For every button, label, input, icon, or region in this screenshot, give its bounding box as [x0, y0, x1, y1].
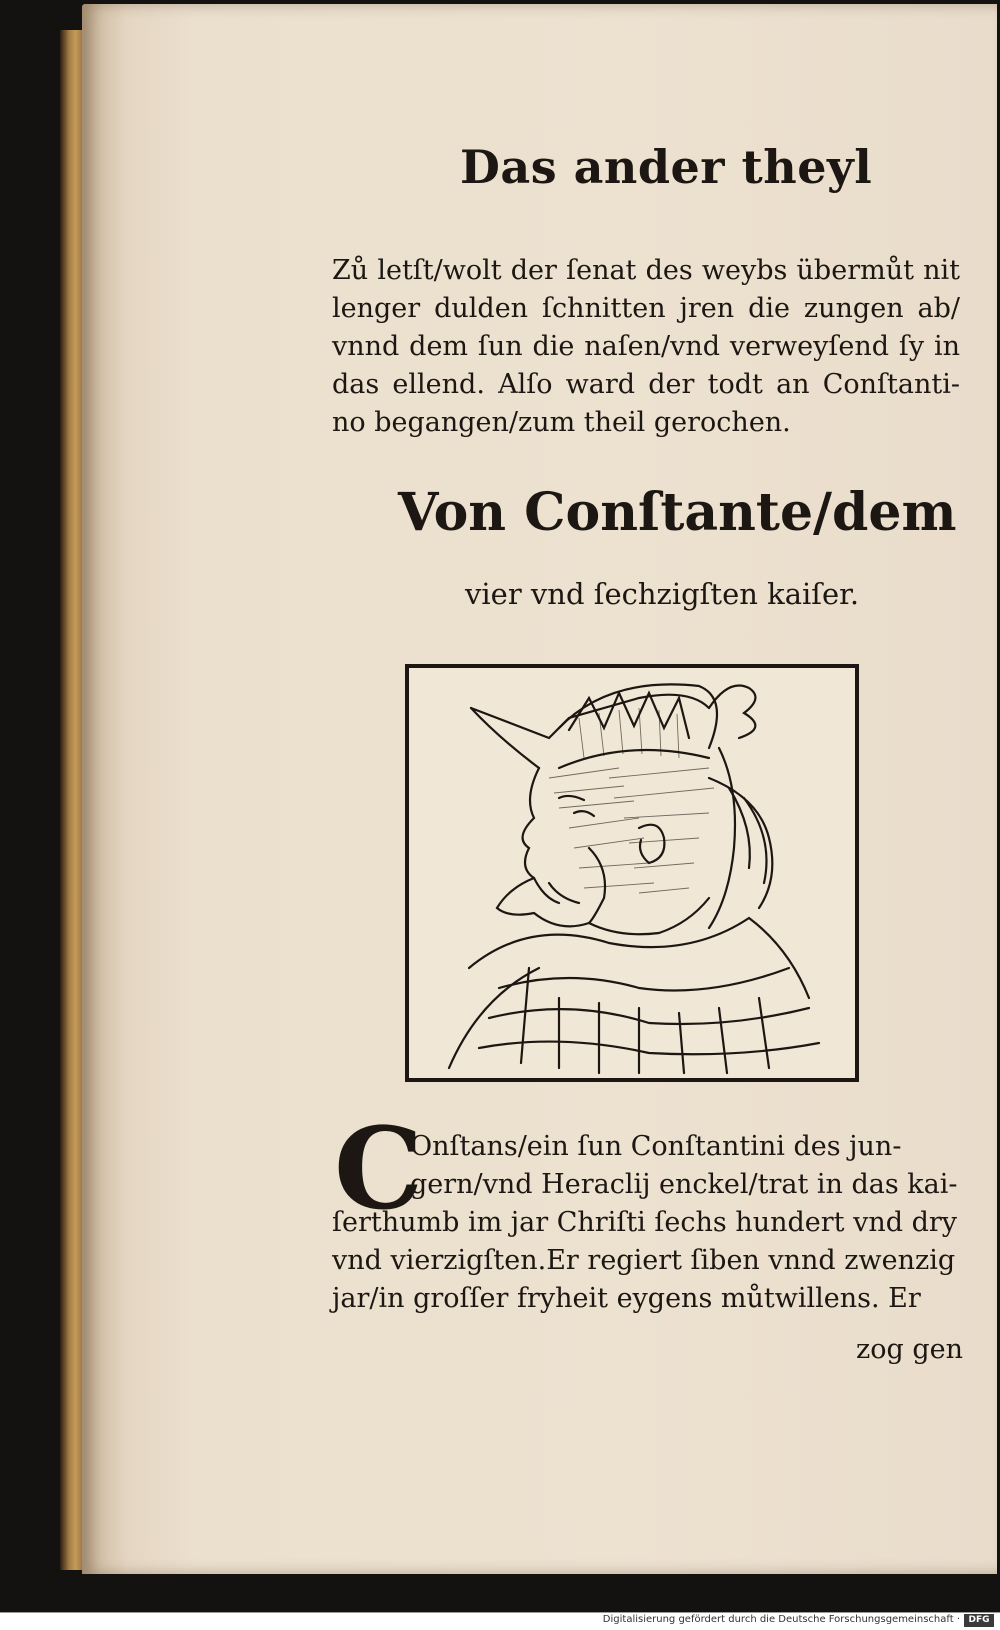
running-head: Das ander theyl — [460, 140, 873, 194]
woodcut-portrait — [405, 664, 859, 1082]
dfg-logo-icon: DFG — [964, 1614, 994, 1627]
text-line: vnd vierzigſten.Er regiert ſiben vnnd zwenzig — [332, 1245, 956, 1276]
footer-bar — [0, 1612, 1000, 1630]
paragraph-2 — [332, 1128, 960, 1318]
text-line: Onſtans/ein ſun Conſtantini des jun- — [410, 1131, 902, 1162]
text-line: ſerthumb im jar Chriſti ſechs hundert vnd dry — [332, 1207, 958, 1238]
text-line: jar/in groſſer fryheit eygens můtwillens. Er — [332, 1283, 921, 1314]
drop-cap-initial: C — [334, 1104, 424, 1235]
paragraph-1: Zů letſt/wolt der ſenat des weybs übermůt nit lenger dulden ſchnitten jren die zungen ab/ vnnd dem ſun die naſen/vnd verweyſend ſy in das ellend. Alſo ward der todt an Conſtanti- no begangen/zum theil gerochen. — [332, 255, 960, 438]
funding-notice: Digitalisierung gefördert durch die Deutsche Forschungsgemeinschaft · — [602, 1614, 960, 1625]
portrait-illustration-icon — [409, 668, 855, 1078]
text-line: gern/vnd Heraclij enckel/trat in das kai- — [410, 1169, 958, 1200]
chapter-subtitle: vier vnd ſechzigſten kaiſer. — [465, 577, 860, 611]
chapter-title: Von Conſtante/dem — [398, 482, 957, 543]
catchword: zog gen — [856, 1334, 963, 1365]
